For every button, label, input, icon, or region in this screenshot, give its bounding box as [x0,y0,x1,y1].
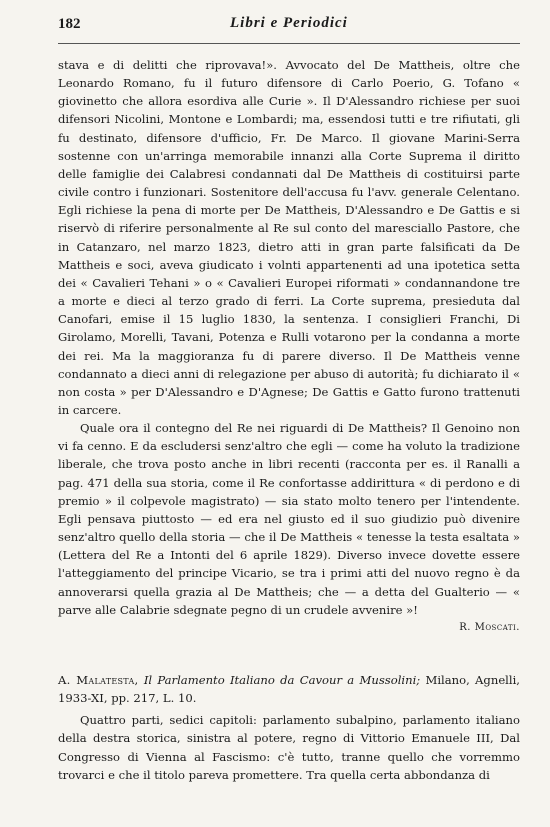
page-number: 182 [58,16,81,32]
review-publication: Milano, Agnelli, 1933-XI, pp. 217, L. 10. [58,673,520,706]
header-rule [58,43,520,44]
review-body: Quattro parti, sedici capitoli: parlamento subalpino, parlamento italiano della destra storica, sinistra al potere, regno di Vittorio Emanuele III, Dal Congresso di Vienna al Fascismo: c'è tutto, tranne quello che vorremmo trovarci e che il titolo pareva promettere. Tra quella certa abbondanza di [58,713,520,782]
review-book-title: Il Parlamento Italiano da Cavour a Mussolini; [143,673,421,687]
article-body [58,56,520,637]
review-citation [58,671,520,707]
review-author: A. Malatesta, [58,673,139,687]
book-review [58,671,520,784]
running-title: Libri e Periodici [230,15,348,31]
author-signature: R. Moscati. [459,621,520,633]
page-header [58,14,520,36]
article-paragraph-2: Quale ora il contegno del Re nei riguardi di De Mattheis? Il Genoino non vi fa cenno. E da escludersi senz'altro che egli — come ha voluto la tradizione liberale, che trova posto anche in libri recenti (racconta per es. il Ranalli a pag. 471 della sua storia, come il Re confortasse addirittura « di perdono e di premio » il colpevole magistrato) — sia stato molto tenero per l'intendente. Egli pensava piuttosto — ed era nel giusto ed il suo giudizio può divenire senz'altro quello della storia — che il De Mattheis « tenesse la testa esaltata » (Lettera del Re a Intonti del 6 aprile 1829). Diverso invece dovette essere l'atteggiamento del principe Vicario, se tra i primi atti del nuovo regno è da annoverarsi quella grazia al De Mattheis; che — a detta del Gualterio — « parve alle Calabrie sdegnate pegno di un crudele avvenire »! [58,421,520,617]
article-paragraph-1: stava e di delitti che riprovava!». Avvocato del De Mattheis, oltre che Leonardo Romano, fu il futuro difensore di Carlo Poerio, G. Tofano « giovinetto che allora esordiva alle Curie ». Il D'Alessandro richiese per suoi difensori Nicolini, Montone e Lombardi; ma, essendosi tutti e tre rifiutati, gli fu destinato, difensore d'ufficio, Fr. De Marco. Il giovane Marini-Serra sostenne con un'arringa memorabile innanzi alla Corte Suprema il diritto delle famiglie dei Calabresi condannati dal De Mattheis di costituirsi parte civile contro i funzionari. Sostenitore dell'accusa fu l'avv. generale Celentano. Egli richiese la pena di morte per De Mattheis, D'Alessandro e De Gattis e si riservò di riferire personalmente al Re sul conto del maresciallo Pastore, che in Catanzaro, nel marzo 1823, dietro atti in gran parte falsificati da De Mattheis e soci, aveva giudicato i volnti appartenenti ad una ipotetica setta dei « Cavalieri Tehani » o « Cavalieri Europei riformati » condannandone tre a morte e dieci al terzo grado di ferri. La Corte suprema, presieduta dal Canofari, emise il 15 luglio 1830, la sentenza. I consiglieri Franchi, Di Girolamo, Morelli, Tavani, Potenza e Rulli votarono per la condanna a morte dei rei. Ma la maggioranza fu di parere diverso. Il De Mattheis venne condannato a dieci anni di relegazione per abuso di autorità; fu dichiarato il « non costa » per D'Alessandro e D'Agnese; De Gattis e Gatto furono trattenuti in carcere. [58,58,520,417]
